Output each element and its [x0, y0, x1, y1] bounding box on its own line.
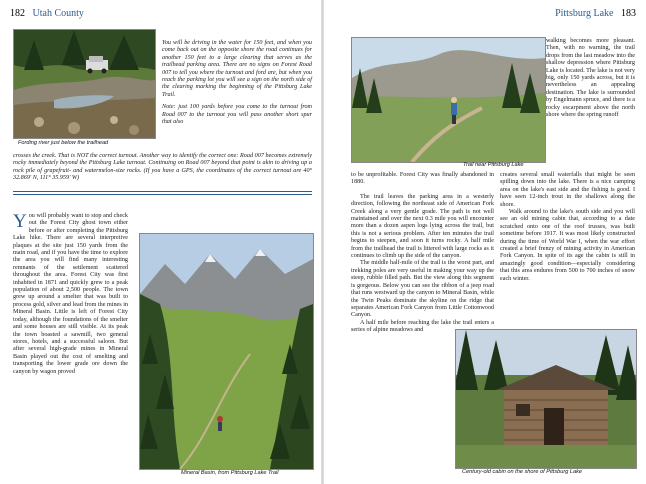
left-page	[0, 0, 322, 484]
body-text: The middle half-mile of the trail is the worst part, and trekking poles are very useful in making your way up the steep, rubble filled path. But the view along this segment is gorgeous. Below you can see the ribbon of a jeep road that runs westward up the canyon to Mineral Basin, while the Twin Peaks dominate the skyline on the ridge that separates American Fork Canyon from Little Cottonwood Canyon.	[351, 260, 494, 319]
body-text: walking becomes more pleasant. Then, with no warning, the trail drops from the last meadow into the shallow depression where Pittsburg Lake is located. The lake is not very big, only 150 yards across, but it is nevertheless an appealing destination. The lake is surrounded by Engelmann spruce, and there is a rocky escarpment above the north shore where the spring runoff	[546, 38, 635, 119]
page-number: 183	[621, 8, 636, 19]
photo-river-ford	[13, 29, 156, 139]
history-text: ou will probably want to stop and check out the Forest City ghost town either before or after completing the Pittsburg Lake hike. There are several interpretive plaques at the site just 150 yards from the main road, and if you have the time to explore the area you will find many interesting remnants of the settlement scattered throughout the area. Forest City was first inhabited in 1871 and quickly grew to a peak population of about 2,500 people. The town grew up around a smelter that was built to process gold, silver and lead from the mines in Mineral Basin. Little is left of Forest City today, although the foundations of the smelter and some houses are still visible. At its peak the town boasted a sawmill, two general stores, hotels, and a successful saloon. But after several high-grade mines in Mineral Basin played out the cost of smelting and transporting the lower grade ore down the canyon by wagon proved	[13, 213, 128, 375]
section-rule	[13, 194, 312, 195]
body-column-1	[351, 172, 494, 335]
photo-mineral-basin	[139, 233, 314, 470]
section-rule	[13, 191, 312, 192]
body-text: The trail leaves the parking area in a westerly direction, following the northeast side of American Fork Creek along a very gentle grade. The path is not well maintained and over the next 0.3 mile you will encounter more than a dozen aspen logs lying across the trail, but this is not a serious problem. After ten minutes the trail begins to steepen, and soon it turns rocky. A half mile from the trailhead the trail is littered with large rocks as it continues to climb up the side of the canyon.	[351, 193, 494, 260]
directions-continued	[13, 153, 312, 183]
photo-trail-near-lake	[351, 37, 546, 163]
photo-mining-cabin	[455, 329, 637, 469]
running-title: Utah County	[32, 8, 84, 19]
body-text: Walk around to the lake's south side and you will see an old mining cabin that, according to a date scratched onto one of the roof trusses, was built sometime before 1917. It was most likely constructed during the time of World War I, when the war effort created a brief frenzy of mining activity in American Fork Canyon. In spite of its age the cabin is still in amazingly good condition—especially considering that this area endures from 500 to 700 inches of snow each winter.	[500, 209, 635, 282]
left-page-header	[10, 8, 84, 19]
photo-caption: Century-old cabin on the shore of Pittsburg Lake	[462, 469, 583, 475]
photo-caption: Trail near Pittsburg Lake	[463, 162, 524, 168]
body-column-top-right	[546, 38, 635, 119]
body-text: creates several small waterfalls that might be seen spilling down into the lake. There is a nice camping area on the lake's east side and the fishing is good. I have seen 12-inch trout in the shallows along the shore.	[500, 172, 635, 208]
history-paragraph	[13, 213, 128, 376]
drop-cap: Y	[13, 211, 27, 232]
running-title: Pittsburg Lake	[555, 8, 614, 19]
page-number: 182	[10, 8, 25, 19]
body-column-2	[500, 172, 635, 283]
body-text: A half mile before reaching the lake the trail enters a series of alpine meadows and	[351, 319, 494, 334]
directions-text: You will be driving in the water for 150 feet, and when you come back out on the opposite shore the road continues for another 150 feet to a large clearing that serves as the trailhead parking area. There are no signs on Forest Road 007 to tell you where the turnout and ford are, but when you reach the parking lot you will see a sign on the north side of the clearing marking the beginning of the Pittsburg Lake Trail.	[162, 40, 312, 98]
directions-continued-text: crosses the creek. That is NOT the correct turnout. Another way to identify the correct one: Road 007 becomes extremely rocky immediately beyond the Pittsburg Lake turnout. Continuing on Road 007 beyond that point is akin to driving up a rock pile of grapefruit- and watermelon-size rocks. (If you have a GPS, the coordinates of the correct turnout are 40° 32.869' N, 111° 35.959' W)	[13, 153, 312, 182]
directions-paragraph	[162, 40, 312, 126]
directions-note-text: Note: just 100 yards before you come to the turnout from Road 007 to the turnout you will pass another short spur that also	[162, 104, 312, 126]
body-text: to be unprofitable. Forest City was finally abandoned in 1880.	[351, 172, 494, 186]
photo-caption: Fording river just below the trailhead	[18, 140, 109, 146]
photo-caption: Mineral Basin, from Pittsburg Lake Trail	[181, 470, 279, 476]
right-page	[324, 0, 646, 484]
right-page-header	[555, 8, 636, 19]
